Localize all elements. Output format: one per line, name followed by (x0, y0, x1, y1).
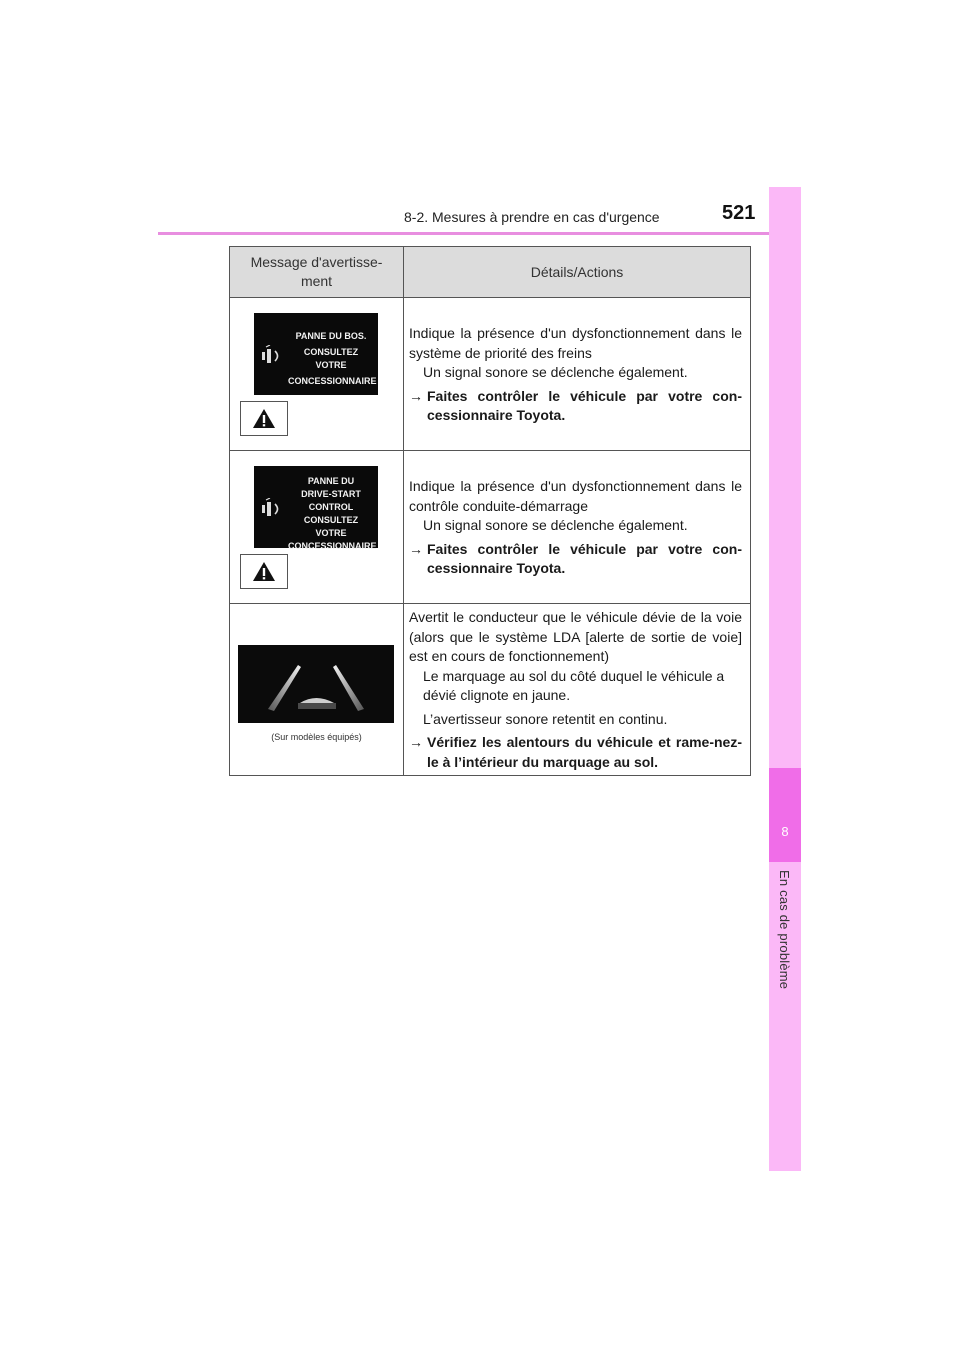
message-cell (230, 604, 404, 776)
lane-marking-icon (238, 645, 394, 723)
table-row (230, 604, 751, 776)
display-screen-bos (254, 313, 378, 395)
page-number: 521 (722, 202, 756, 224)
details-cell (404, 451, 751, 604)
header-message: Message d'avertisse-ment (230, 247, 404, 298)
message-cell (230, 451, 404, 604)
table-row (230, 298, 751, 451)
arrow-icon: → (409, 387, 423, 404)
screen-line: PANNE DU BOS. (295, 331, 367, 341)
screen-line: PANNE DU (307, 476, 355, 486)
warning-icon-box (240, 401, 288, 436)
arrow-icon: → (409, 734, 423, 750)
chapter-tab-active (769, 768, 801, 862)
screen-line: CONCESSIONNAIRE (288, 541, 377, 551)
arrow-icon: → (409, 540, 423, 557)
details-text: Indique la présence d'un dysfonctionnement dans le système de priorité des freins (409, 325, 742, 361)
chapter-side-tab (769, 187, 801, 1171)
lane-departure-display (238, 645, 394, 723)
screen-line: DRIVE-START (301, 489, 361, 499)
warning-triangle-icon (252, 408, 276, 429)
table-row (230, 451, 751, 604)
details-subtext: Le marquage au sol du côté duquel le véhicule a dévié clignote en jaune. (423, 667, 725, 703)
warning-icon-box (240, 554, 288, 589)
equipped-models-caption: (Sur modèles équipés) (271, 732, 362, 742)
table-header-row (230, 247, 751, 298)
warning-triangle-icon (252, 561, 276, 582)
screen-line: CONTROL (308, 502, 354, 512)
screen-line: CONSULTEZ VOTRE (303, 515, 359, 538)
brake-system-icon (260, 345, 284, 365)
action-text: → Faites contrôler le véhicule par votre con-cessionnaire Toyota. (409, 540, 742, 576)
section-title: 8-2. Mesures à prendre en cas d'urgence (404, 209, 660, 225)
details-cell (404, 604, 751, 776)
details-cell (404, 298, 751, 451)
details-text: Avertit le conducteur que le véhicule dévie de la voie (alors que le système LDA [alerte de sortie de voie] est en cours de fonctionnement) (409, 609, 742, 664)
details-subtext: Un signal sonore se déclenche également. (423, 517, 688, 533)
screen-line: CONCESSIONNAIRE (288, 376, 377, 386)
display-screen-drive-start (254, 466, 378, 551)
action-text: → Faites contrôler le véhicule par votre con-cessionnaire Toyota. (409, 387, 742, 423)
header-details: Détails/Actions (404, 247, 751, 298)
details-subtext: Un signal sonore se déclenche également. (423, 364, 688, 380)
details-subtext-2: L’avertisseur sonore retentit en continu. (423, 710, 668, 727)
chapter-label: En cas de problème (777, 870, 792, 990)
action-text: → Vérifiez les alentours du véhicule et rame-nez-le à l’intérieur du marquage au sol. (409, 734, 742, 770)
warning-message-table (229, 246, 751, 776)
chapter-number: 8 (781, 824, 789, 839)
screen-line: CONSULTEZ VOTRE (303, 347, 359, 370)
details-text: Indique la présence d'un dysfonctionnement dans le contrôle conduite-démarrage (409, 478, 742, 514)
drive-start-control-icon (260, 498, 284, 518)
message-cell (230, 298, 404, 451)
header-rule (158, 232, 801, 235)
